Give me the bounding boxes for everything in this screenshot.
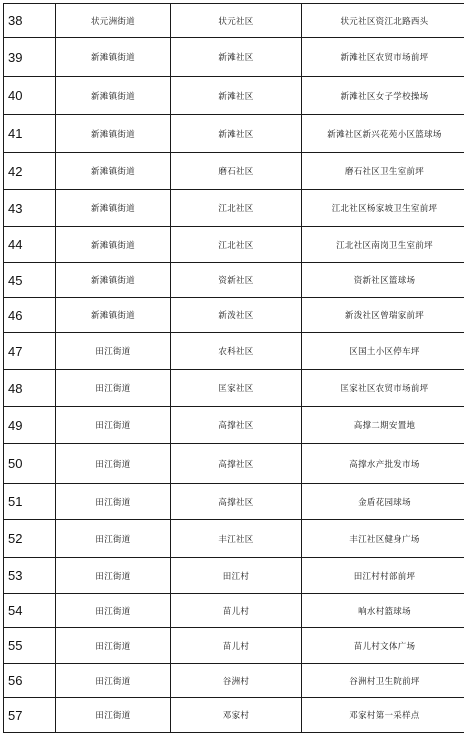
table-row [4,520,464,558]
street-cell: 田江街道 [56,444,171,484]
sampling-place-cell: 谷洲村卫生院前坪 [302,664,464,698]
street-cell: 新滩镇街道 [56,38,171,77]
community-cell: 高撑社区 [171,444,302,484]
sampling-place-cell: 田江村村部前坪 [302,558,464,594]
sampling-place-cell: 新滩社区女子学校操场 [302,77,464,115]
community-cell: 状元社区 [171,4,302,38]
sampling-place-cell: 区国土小区停车坪 [302,333,464,370]
row-number: 56 [4,664,56,698]
table-row [4,38,464,77]
street-cell: 新滩镇街道 [56,77,171,115]
street-cell: 新滩镇街道 [56,190,171,227]
community-cell: 新泼社区 [171,298,302,333]
row-number: 55 [4,628,56,664]
table-row [4,115,464,153]
street-cell: 田江街道 [56,558,171,594]
community-cell: 高撑社区 [171,484,302,520]
table-row [4,484,464,520]
sampling-place-cell: 江北社区杨家坡卫生室前坪 [302,190,464,227]
table-row [4,153,464,190]
community-cell: 新滩社区 [171,115,302,153]
sampling-place-cell: 磨石社区卫生室前坪 [302,153,464,190]
row-number: 45 [4,263,56,298]
row-number: 41 [4,115,56,153]
street-cell: 状元洲街道 [56,4,171,38]
sampling-place-cell: 匡家社区农贸市场前坪 [302,370,464,407]
community-cell: 江北社区 [171,227,302,263]
street-cell: 新滩镇街道 [56,115,171,153]
sampling-place-cell: 响水村篮球场 [302,594,464,628]
table-row [4,227,464,263]
sampling-place-cell: 状元社区资江北路西头 [302,4,464,38]
row-number: 42 [4,153,56,190]
street-cell: 田江街道 [56,407,171,444]
street-cell: 田江街道 [56,698,171,733]
community-cell: 苗儿村 [171,594,302,628]
table-row [4,4,464,38]
sampling-place-cell: 新泼社区曾瑞家前坪 [302,298,464,333]
community-cell: 田江村 [171,558,302,594]
community-cell: 匡家社区 [171,370,302,407]
table-row [4,558,464,594]
table-row [4,333,464,370]
table-row [4,594,464,628]
sampling-place-cell: 高撑二期安置地 [302,407,464,444]
table-row [4,298,464,333]
table-row [4,370,464,407]
street-cell: 田江街道 [56,333,171,370]
sampling-place-cell: 苗儿村文体广场 [302,628,464,664]
table-row [4,263,464,298]
row-number: 40 [4,77,56,115]
sampling-site-table [3,3,464,733]
table-row [4,77,464,115]
street-cell: 田江街道 [56,628,171,664]
row-number: 49 [4,407,56,444]
table-row [4,628,464,664]
street-cell: 新滩镇街道 [56,227,171,263]
row-number: 46 [4,298,56,333]
table-row [4,407,464,444]
community-cell: 新滩社区 [171,77,302,115]
community-cell: 邓家村 [171,698,302,733]
sampling-place-cell: 邓家村第一采样点 [302,698,464,733]
row-number: 57 [4,698,56,733]
sampling-place-cell: 江北社区南岗卫生室前坪 [302,227,464,263]
street-cell: 新滩镇街道 [56,298,171,333]
table-row [4,698,464,733]
table-row [4,444,464,484]
street-cell: 田江街道 [56,370,171,407]
row-number: 47 [4,333,56,370]
row-number: 48 [4,370,56,407]
row-number: 53 [4,558,56,594]
community-cell: 谷洲村 [171,664,302,698]
sampling-place-cell: 金盾花园球场 [302,484,464,520]
street-cell: 田江街道 [56,594,171,628]
sampling-place-cell: 资新社区篮球场 [302,263,464,298]
street-cell: 新滩镇街道 [56,263,171,298]
street-cell: 田江街道 [56,484,171,520]
row-number: 54 [4,594,56,628]
community-cell: 新滩社区 [171,38,302,77]
row-number: 51 [4,484,56,520]
row-number: 39 [4,38,56,77]
street-cell: 田江街道 [56,664,171,698]
table-row [4,190,464,227]
community-cell: 资新社区 [171,263,302,298]
row-number: 43 [4,190,56,227]
table-row [4,664,464,698]
sampling-place-cell: 高撑水产批发市场 [302,444,464,484]
community-cell: 高撑社区 [171,407,302,444]
community-cell: 磨石社区 [171,153,302,190]
sampling-place-cell: 丰江社区健身广场 [302,520,464,558]
sampling-place-cell: 新滩社区农贸市场前坪 [302,38,464,77]
row-number: 44 [4,227,56,263]
row-number: 38 [4,4,56,38]
community-cell: 江北社区 [171,190,302,227]
community-cell: 农科社区 [171,333,302,370]
community-cell: 丰江社区 [171,520,302,558]
sampling-place-cell: 新滩社区新兴花苑小区篮球场 [302,115,464,153]
row-number: 50 [4,444,56,484]
row-number: 52 [4,520,56,558]
street-cell: 新滩镇街道 [56,153,171,190]
street-cell: 田江街道 [56,520,171,558]
table-body [4,4,464,733]
community-cell: 苗儿村 [171,628,302,664]
